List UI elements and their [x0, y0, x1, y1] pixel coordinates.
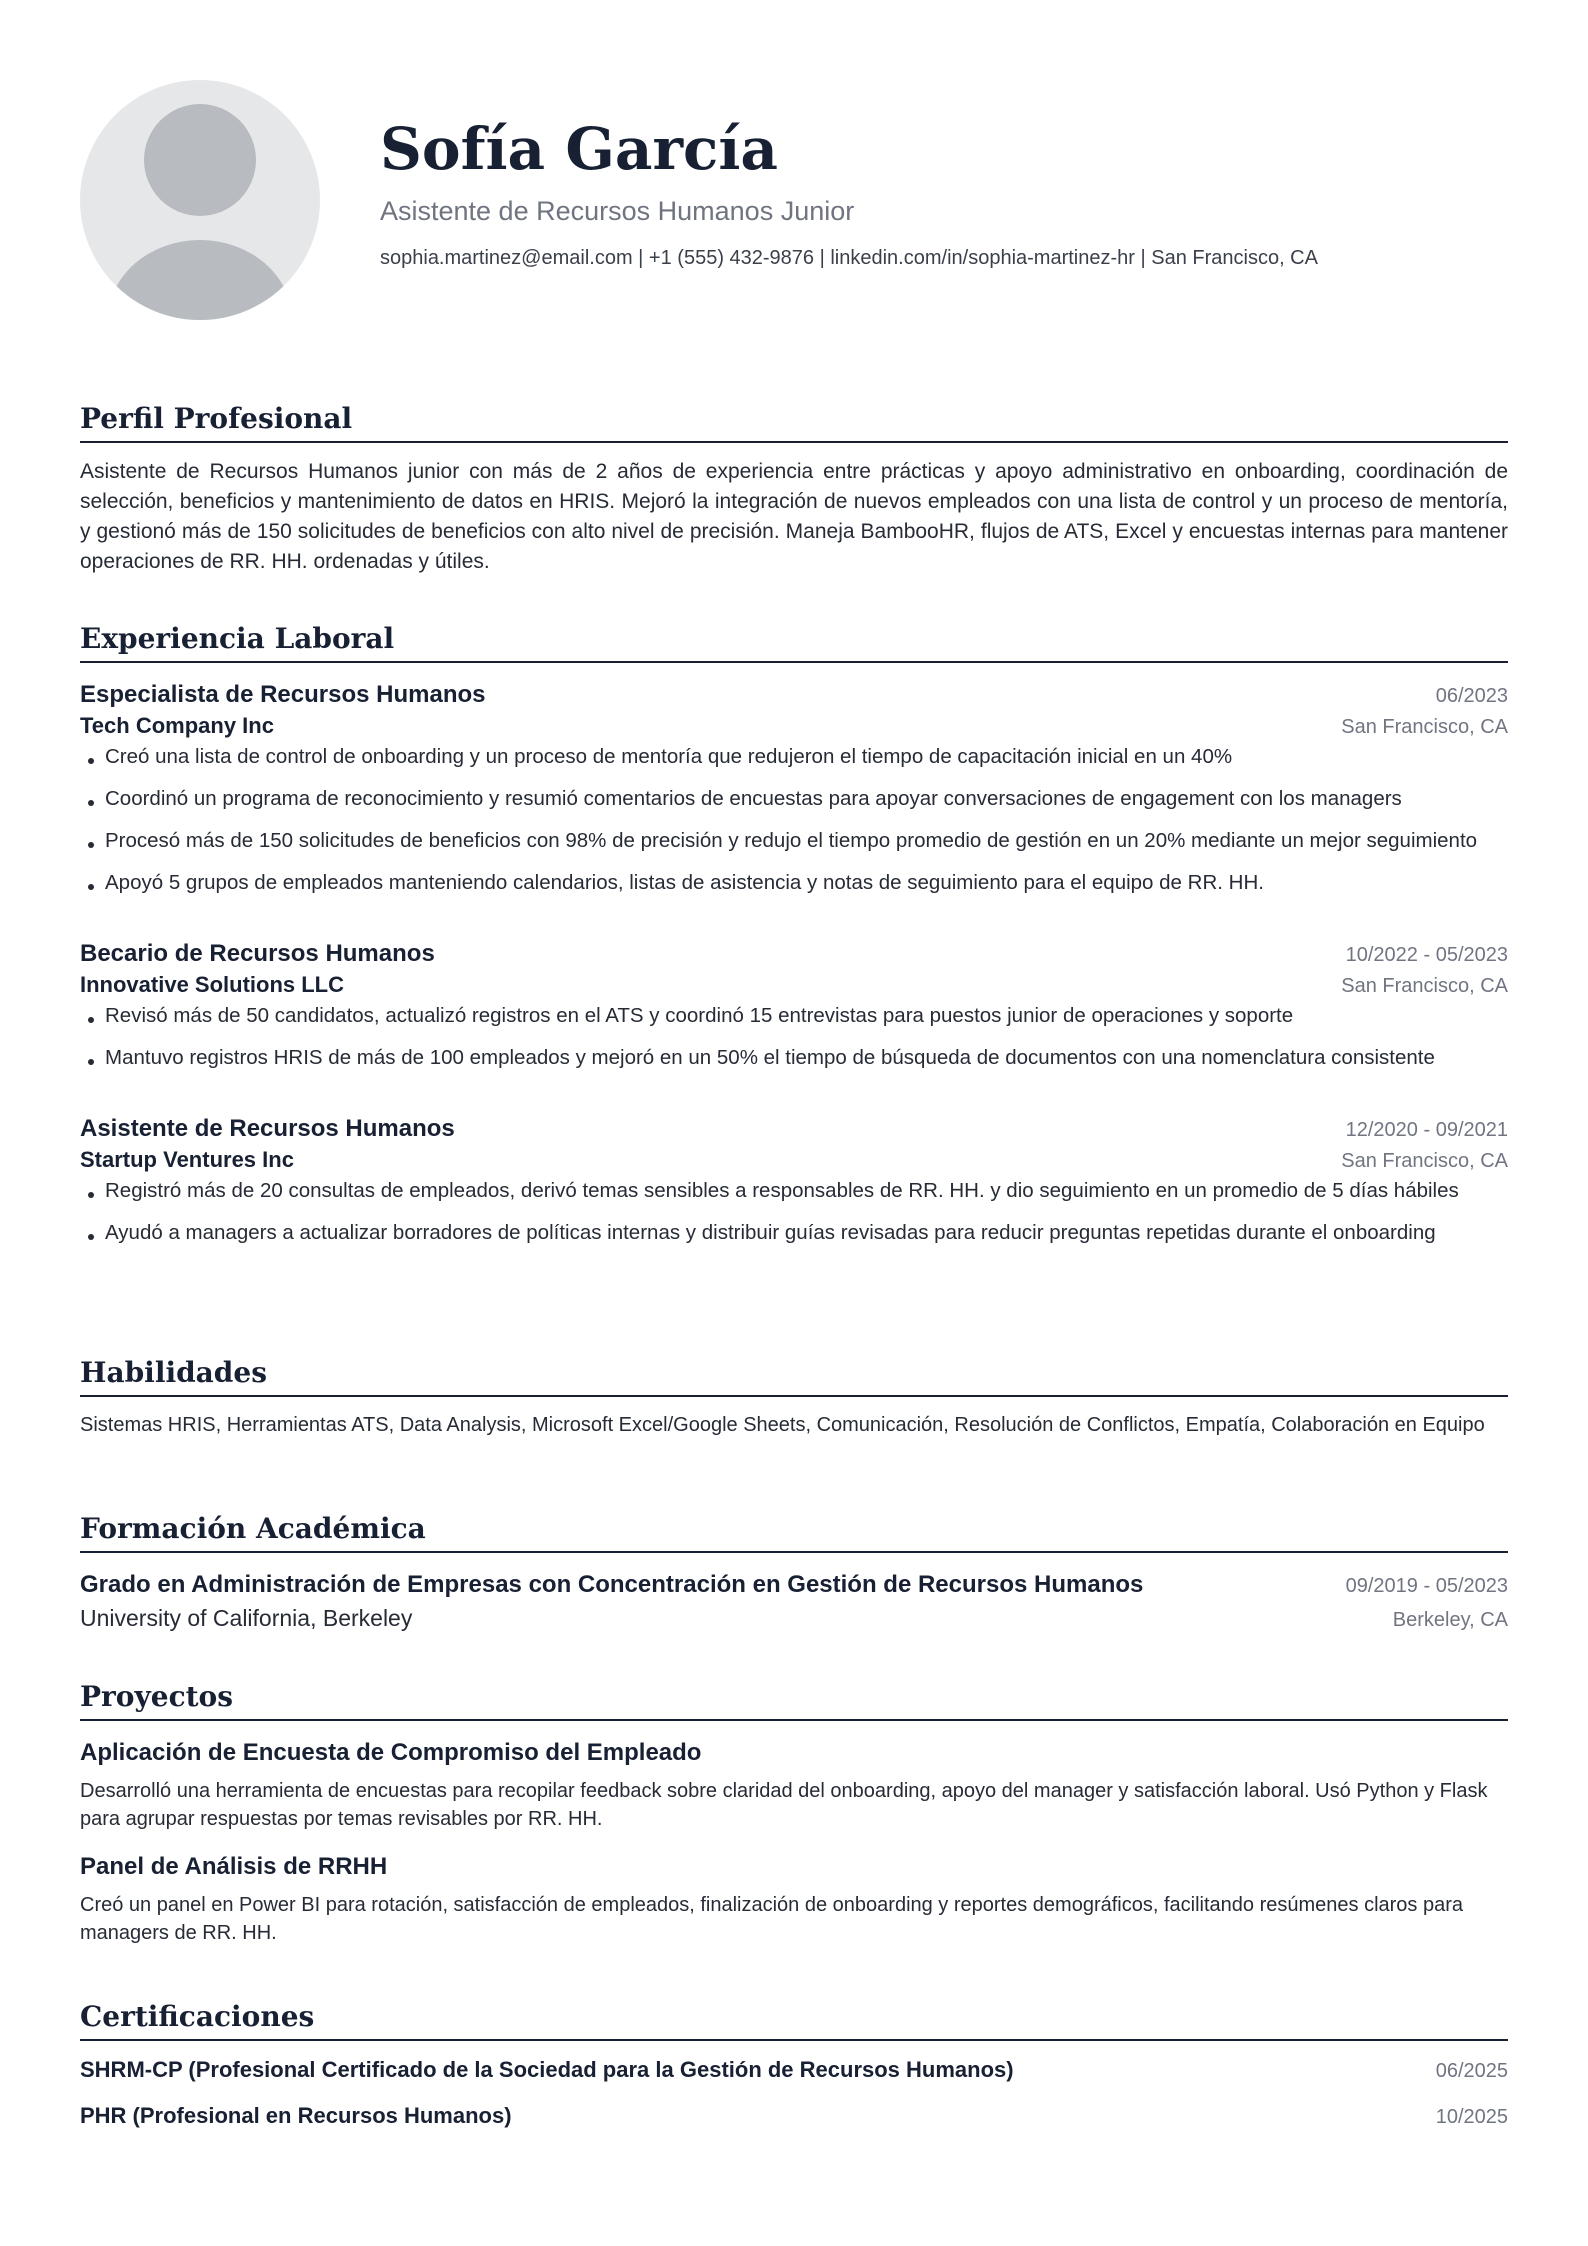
section-experience — [80, 622, 1508, 1261]
certification-item — [80, 2057, 1508, 2083]
project-description: Creó un panel en Power BI para rotación, satisfacción de empleados, finalización de onboarding y reportes demográficos, facilitando resúmenes claros para managers de RR. HH. — [80, 1894, 1464, 1944]
job-location: San Francisco, CA — [1341, 1150, 1508, 1172]
certification-name: SHRM-CP (Profesional Certificado de la Sociedad para la Gestión de Recursos Humanos) — [80, 2057, 1014, 2082]
job-title: Especialista de Recursos Humanos — [80, 681, 486, 708]
project-entry — [80, 1739, 1508, 1833]
education-location: Berkeley, CA — [1392, 1609, 1508, 1631]
job-entry — [80, 940, 1508, 1071]
job-company: Tech Company Inc — [80, 713, 274, 738]
section-title-skills: Habilidades — [80, 1356, 1508, 1397]
avatar-head-shape — [144, 104, 256, 216]
job-entry — [80, 681, 1508, 896]
section-certifications — [80, 2000, 1508, 2129]
job-title: Becario de Recursos Humanos — [80, 940, 435, 967]
certification-name: PHR (Profesional en Recursos Humanos) — [80, 2103, 512, 2128]
project-entry — [80, 1853, 1508, 1947]
job-company: Startup Ventures Inc — [80, 1147, 294, 1172]
section-title-projects: Proyectos — [80, 1680, 1508, 1721]
section-title-education: Formación Académica — [80, 1512, 1508, 1553]
header-info — [380, 115, 1508, 270]
job-bullet: Apoyó 5 grupos de empleados manteniendo calendarios, listas de asistencia y notas de seguimiento para el equipo de RR. HH. — [80, 869, 1508, 896]
job-bullets — [80, 743, 1508, 896]
job-bullet: Registró más de 20 consultas de empleados, derivó temas sensibles a responsables de RR. HH. y dio seguimiento en un promedio de 5 días hábiles — [80, 1177, 1508, 1204]
job-entry — [80, 1115, 1508, 1246]
section-title-certifications: Certificaciones — [80, 2000, 1508, 2041]
project-title: Panel de Análisis de RRHH — [80, 1853, 388, 1880]
job-company: Innovative Solutions LLC — [80, 972, 345, 997]
certification-item — [80, 2103, 1508, 2129]
job-title: Asistente de Recursos Humanos — [80, 1115, 455, 1142]
candidate-name: Sofía García — [380, 115, 778, 183]
profile-summary: Asistente de Recursos Humanos junior con más de 2 años de experiencia entre prácticas y apoyo administrativo en onboarding, coordinación de selección, beneficios y mantenimiento de datos en HRIS. Mejoró la integración de nuevos empleados con una lista de control y un proceso de mentoría, y gestionó más de 150 solicitudes de beneficios con alto nivel de precisión. Maneja BambooHR, flujos de ATS, Excel y encuestas internas para mantener operaciones de RR. HH. ordenadas y útiles. — [80, 460, 1508, 573]
job-bullet: Revisó más de 50 candidatos, actualizó registros en el ATS y coordinó 15 entrevistas para puestos junior de operaciones y soporte — [80, 1002, 1508, 1029]
certification-date: 10/2025 — [1435, 2106, 1508, 2128]
project-description: Desarrolló una herramienta de encuestas para recopilar feedback sobre claridad del onboarding, apoyo del manager y satisfacción laboral. Usó Python y Flask para agrupar respuestas por temas revisables por RR. HH. — [80, 1780, 1488, 1830]
job-date: 06/2023 — [1435, 685, 1508, 707]
candidate-role: Asistente de Recursos Humanos Junior — [380, 195, 855, 226]
section-projects — [80, 1680, 1508, 1947]
project-title: Aplicación de Encuesta de Compromiso del Empleado — [80, 1739, 702, 1766]
avatar-placeholder-icon — [80, 80, 320, 320]
section-education — [80, 1512, 1508, 1632]
section-title-experience: Experiencia Laboral — [80, 622, 1508, 663]
job-date: 10/2022 - 05/2023 — [1345, 944, 1508, 966]
job-bullet: Mantuvo registros HRIS de más de 100 empleados y mejoró en un 50% el tiempo de búsqueda de documentos con una nomenclatura consistente — [80, 1044, 1508, 1071]
job-bullets — [80, 1002, 1508, 1071]
contact-line: sophia.martinez@email.com | +1 (555) 432-9876 | linkedin.com/in/sophia-martinez-hr | San Francisco, CA — [380, 246, 1318, 269]
job-location: San Francisco, CA — [1341, 975, 1508, 997]
section-title-profile: Perfil Profesional — [80, 402, 1508, 443]
resume-page — [80, 80, 1508, 2128]
job-bullet: Creó una lista de control de onboarding y un proceso de mentoría que redujeron el tiempo de capacitación inicial en un 40% — [80, 743, 1508, 770]
job-bullet: Ayudó a managers a actualizar borradores de políticas internas y distribuir guías revisadas para reducir preguntas repetidas durante el onboarding — [80, 1219, 1508, 1246]
job-bullets — [80, 1177, 1508, 1246]
resume-header — [80, 80, 1508, 320]
job-bullet: Coordinó un programa de reconocimiento y resumió comentarios de encuestas para apoyar conversaciones de engagement con los managers — [80, 785, 1508, 812]
education-date: 09/2019 - 05/2023 — [1345, 1575, 1508, 1597]
job-bullet: Procesó más de 150 solicitudes de beneficios con 98% de precisión y redujo el tiempo promedio de gestión en un 20% mediante un mejor seguimiento — [80, 827, 1508, 854]
certification-date: 06/2025 — [1435, 2060, 1508, 2082]
job-location: San Francisco, CA — [1341, 716, 1508, 738]
section-profile — [80, 402, 1508, 577]
education-degree: Grado en Administración de Empresas con Concentración en Gestión de Recursos Humanos — [80, 1571, 1144, 1598]
skills-list: Sistemas HRIS, Herramientas ATS, Data Analysis, Microsoft Excel/Google Sheets, Comunicación, Resolución de Conflictos, Empatía, Colaboración en Equipo — [80, 1414, 1485, 1436]
avatar-body-shape — [108, 240, 292, 320]
section-skills — [80, 1356, 1508, 1439]
education-institution: University of California, Berkeley — [80, 1605, 413, 1631]
job-date: 12/2020 - 09/2021 — [1345, 1119, 1508, 1141]
